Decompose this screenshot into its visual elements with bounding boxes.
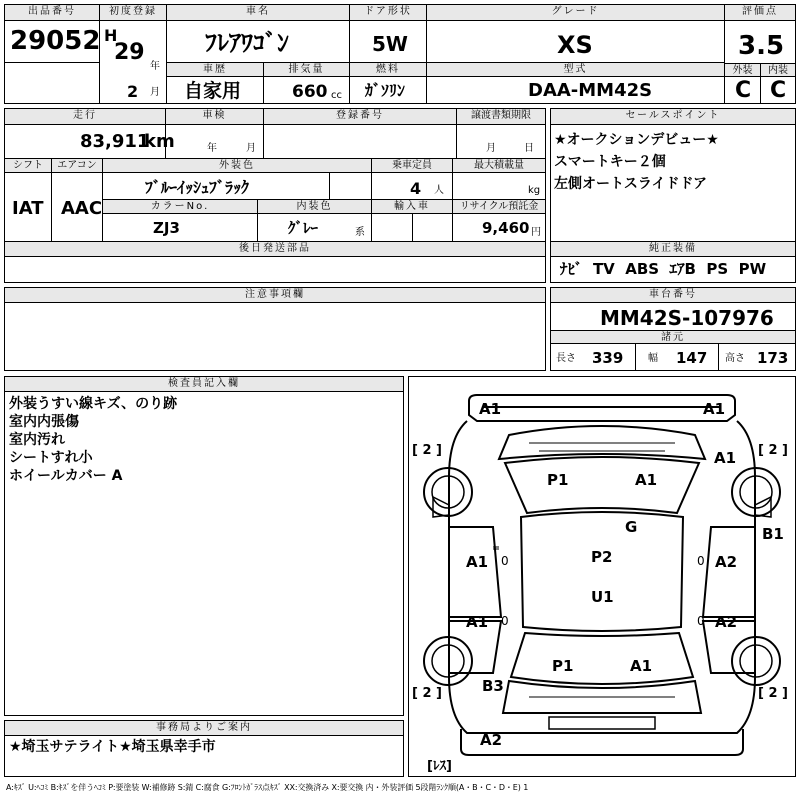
mark-roof-front: P2	[591, 548, 613, 566]
divider	[412, 214, 413, 241]
handle-mark: 0	[697, 554, 705, 568]
notes-label: 注意事項欄	[5, 288, 545, 303]
inspector-line-4: シートすれ小	[9, 450, 93, 466]
bracket-front-left: [ 2 ]	[412, 443, 442, 458]
reg-year: 29	[114, 40, 145, 65]
mark-rear-left-quarter: B3	[482, 677, 504, 695]
width: 147	[676, 349, 708, 367]
mark-rear-bumper: A2	[480, 731, 503, 749]
displacement-unit: cc	[331, 90, 342, 101]
inspection-year-unit: 年	[207, 143, 217, 154]
transfer-label: 譲渡書類期限	[457, 109, 545, 125]
mileage-label: 走行	[5, 109, 165, 125]
inspector-line-3: 室内汚れ	[9, 432, 65, 448]
divider	[635, 344, 636, 371]
equipment-label: 純正装備	[551, 242, 795, 257]
history-label: 車歴	[167, 63, 263, 77]
score: 3.5	[738, 31, 785, 61]
inspector-label: 検査員記入欄	[5, 377, 403, 392]
exterior-label: 外装	[725, 63, 760, 77]
recycle-unit: 円	[531, 227, 541, 238]
mileage: 83,911	[80, 131, 150, 152]
reg-no-label: 登録番号	[264, 109, 456, 125]
height-label: 高さ	[725, 353, 745, 364]
mark-left-rear-door: A1	[466, 613, 489, 631]
inspector-line-5: ホイールカバー A	[9, 468, 123, 484]
reg-month: 2	[127, 82, 139, 101]
mark-right-front-door: A2	[715, 553, 738, 571]
interior-color-unit: 系	[355, 227, 365, 238]
divider	[5, 62, 99, 63]
inspection-label: 車検	[166, 109, 263, 125]
history: 自家用	[184, 80, 242, 102]
color: ﾌﾞﾙｰｲｯｼｭﾌﾞﾗｯｸ	[145, 178, 250, 197]
mark-left-front-door: A1	[466, 553, 489, 571]
ac-label: エアコン	[52, 159, 102, 173]
era: H	[104, 26, 118, 45]
car-name-label: 車名	[167, 5, 349, 21]
handle-mark: 0	[501, 614, 509, 628]
color-label: 外装色	[103, 159, 371, 173]
first-reg-label: 初度登録	[100, 5, 166, 21]
door: 5W	[372, 32, 408, 56]
model: DAA-MM42S	[528, 80, 653, 101]
month-unit: 月	[150, 87, 160, 98]
bracket-spare: [ﾚｽ]	[427, 759, 452, 774]
color-no: ZJ3	[153, 219, 180, 237]
shift: IAT	[12, 198, 44, 219]
model-label: 型式	[427, 63, 724, 77]
load-unit: kg	[528, 185, 541, 196]
capacity-label: 乗車定員	[372, 159, 452, 173]
office-label: 事務局よりご案内	[5, 721, 403, 736]
bracket-rear-left: [ 2 ]	[412, 686, 442, 701]
lot-no: 29052	[10, 26, 101, 56]
displacement: 660	[292, 82, 328, 102]
mark-hatch-right: A1	[630, 657, 653, 675]
car-diagram	[409, 377, 795, 776]
grade: XS	[557, 31, 593, 59]
fuel: ｶﾞｿﾘﾝ	[365, 81, 406, 100]
ac: AAC	[61, 198, 103, 219]
capacity: 4	[410, 179, 422, 198]
width-label: 幅	[648, 353, 658, 364]
handle-mark: 0	[697, 614, 705, 628]
sales-point-line-2: スマートキー２個	[554, 154, 666, 170]
mark-right-rear-door: A2	[715, 613, 738, 631]
chassis-label: 車台番号	[551, 288, 795, 303]
transfer-month-unit: 月	[486, 143, 496, 154]
mark-front-left: A1	[479, 400, 502, 418]
divider	[329, 173, 330, 199]
mark-front-right: A1	[703, 400, 726, 418]
inspection-month-unit: 月	[246, 143, 256, 154]
equipment: ﾅﾋﾞ TV ABS ｴｱB PS PW	[560, 260, 767, 278]
shift-label: シフト	[5, 159, 51, 173]
grade-label: グレード	[427, 5, 724, 21]
length-label: 長さ	[556, 353, 576, 364]
exterior-score: C	[735, 78, 752, 103]
handle-mark: 0	[501, 554, 509, 568]
mark-hood-right: A1	[635, 471, 658, 489]
mark-glass: G	[625, 518, 638, 536]
interior-score: C	[770, 78, 787, 103]
capacity-unit: 人	[434, 185, 444, 196]
door-label: ドア形状	[350, 5, 426, 21]
inspector-line-2: 室内内張傷	[9, 414, 79, 430]
car-name: ﾌﾚｱﾜｺﾞﾝ	[205, 29, 289, 57]
inspector-line-1: 外装うすい線キズ、のり跡	[9, 396, 178, 412]
divider	[760, 63, 761, 104]
recycle: 9,460	[482, 219, 530, 237]
interior-color-label: 内装色	[258, 200, 371, 214]
import-label: 輸入車	[372, 200, 452, 214]
mark-hood-left: P1	[547, 471, 569, 489]
recycle-label: リサイクル預託金	[453, 200, 545, 214]
bracket-rear-right: [ 2 ]	[758, 686, 788, 701]
color-no-label: カラーNo.	[103, 200, 257, 214]
sales-point-line-3: 左側オートスライドドア	[554, 176, 708, 192]
load-label: 最大積載量	[453, 159, 545, 173]
mark-hatch-left: P1	[552, 657, 574, 675]
mark-right-pillar: B1	[762, 525, 784, 543]
length: 339	[592, 349, 624, 367]
height: 173	[757, 349, 789, 367]
score-label: 評価点	[725, 5, 795, 21]
interior-label: 内装	[761, 63, 795, 77]
sales-points-label: セールスポイント	[551, 109, 795, 125]
sales-point-line-1: ★オークションデビュー★	[554, 132, 719, 148]
bracket-front-right: [ 2 ]	[758, 443, 788, 458]
displacement-label: 排気量	[264, 63, 349, 77]
later-parts-label: 後日発送部品	[5, 242, 545, 257]
transfer-day-unit: 日	[524, 143, 534, 154]
mark-right-front-fender: A1	[714, 449, 737, 467]
mark-roof-rear: U1	[591, 588, 614, 606]
chassis-no: MM42S-107976	[600, 306, 774, 330]
year-unit: 年	[150, 61, 160, 72]
mileage-unit: km	[144, 131, 175, 152]
interior-color: ｸﾞﾚｰ	[288, 219, 319, 237]
legend: A:ｷｽﾞ U:ﾍｺﾐ B:ｷｽﾞを伴うﾍｺﾐ P:要塗装 W:補修跡 S:錆 C:腐食 G:ﾌﾛﾝﾄｶﾞﾗｽ点ｷｽﾞ XX:交換済み X:要交換 内・外装評価 5段階ﾗﾝｸ順(A・B・C・D・E) 1	[6, 783, 529, 792]
office-text: ★埼玉サテライト★埼玉県幸手市	[9, 739, 216, 755]
dims-label: 諸元	[551, 330, 795, 344]
fuel-label: 燃料	[350, 63, 426, 77]
divider	[718, 344, 719, 371]
lot-no-label: 出品番号	[5, 5, 99, 21]
